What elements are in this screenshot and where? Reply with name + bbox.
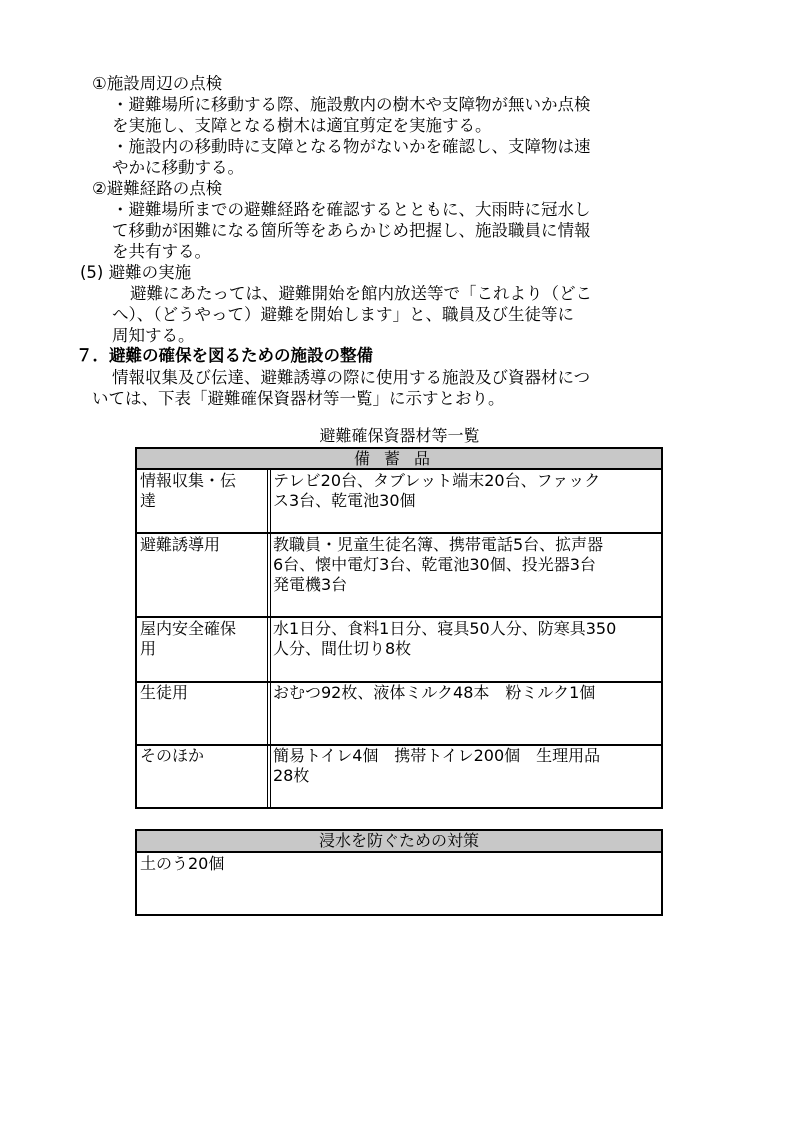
paragraph-line: ・施設内の移動時に支障となる物がないかを確認し、支障物は速 bbox=[112, 137, 591, 156]
paragraph-line: て移動が困難になる箇所等をあらかじめ把握し、施設職員に情報 bbox=[112, 221, 591, 240]
equipment-table bbox=[135, 447, 663, 809]
paragraph-line: ・避難場所までの避難経路を確認するとともに、大雨時に冠水し bbox=[112, 200, 591, 219]
table-header: 備蓄品 bbox=[137, 449, 661, 470]
section-heading-route-check: ②避難経路の点検 bbox=[92, 179, 223, 198]
paragraph-line: 避難にあたっては、避難開始を館内放送等で「これより（どこ bbox=[130, 284, 592, 303]
chapter-heading: ７．避難の確保を図るための施設の整備 bbox=[76, 346, 373, 365]
table-row-category: 屋内安全確保 用 bbox=[140, 619, 237, 658]
flood-measures-table bbox=[135, 829, 663, 916]
table-row-items: 簡易トイレ4個 携帯トイレ200個 生理用品 28枚 bbox=[273, 746, 601, 785]
paragraph-line: を実施し、支障となる樹木は適宜剪定を実施する。 bbox=[112, 116, 492, 135]
table-row-category: そのほか bbox=[140, 746, 205, 765]
paragraph-line: 情報収集及び伝達、避難誘導の際に使用する施設及び資器材につ bbox=[112, 368, 591, 387]
paragraph-line: を共有する。 bbox=[112, 242, 211, 261]
table-row-items: テレビ20台、タブレット端末20台、ファック ス3台、乾電池30個 bbox=[273, 471, 601, 510]
paragraph-line: やかに移動する。 bbox=[112, 158, 244, 177]
section-heading-evacuation: (5) 避難の実施 bbox=[80, 263, 192, 282]
paragraph-line: 周知する。 bbox=[112, 326, 195, 345]
table-row-category: 避難誘導用 bbox=[140, 535, 221, 554]
table-header: 浸水を防ぐための対策 bbox=[137, 831, 661, 853]
section-heading-facility-check: ①施設周辺の点検 bbox=[92, 74, 223, 93]
paragraph-line: へ）、（どうやって）避難を開始します」と、職員及び生徒等に bbox=[112, 305, 574, 324]
table-cell: 土のう20個 bbox=[140, 854, 225, 873]
row-divider bbox=[137, 616, 661, 618]
column-divider bbox=[267, 470, 268, 807]
table-row-category: 情報収集・伝 達 bbox=[140, 471, 237, 510]
table-row-items: おむつ92枚、液体ミルク48本 粉ミルク1個 bbox=[273, 683, 596, 702]
table-row-items: 水1日分、食料1日分、寝具50人分、防寒具350 人分、間仕切り8枚 bbox=[273, 619, 617, 658]
paragraph-line: いては、下表「避難確保資器材等一覧」に示すとおり。 bbox=[92, 389, 505, 408]
table-caption: 避難確保資器材等一覧 bbox=[319, 426, 480, 445]
table-row-items: 教職員・児童生徒名簿、携帯電話5台、拡声器 6台、懐中電灯3台、乾電池30個、投光器3台 発電機3台 bbox=[273, 535, 604, 594]
paragraph-line: ・避難場所に移動する際、施設敷内の樹木や支障物が無いか点検 bbox=[112, 95, 591, 114]
row-divider bbox=[137, 532, 661, 534]
column-divider bbox=[270, 470, 271, 807]
table-row-category: 生徒用 bbox=[140, 683, 189, 702]
